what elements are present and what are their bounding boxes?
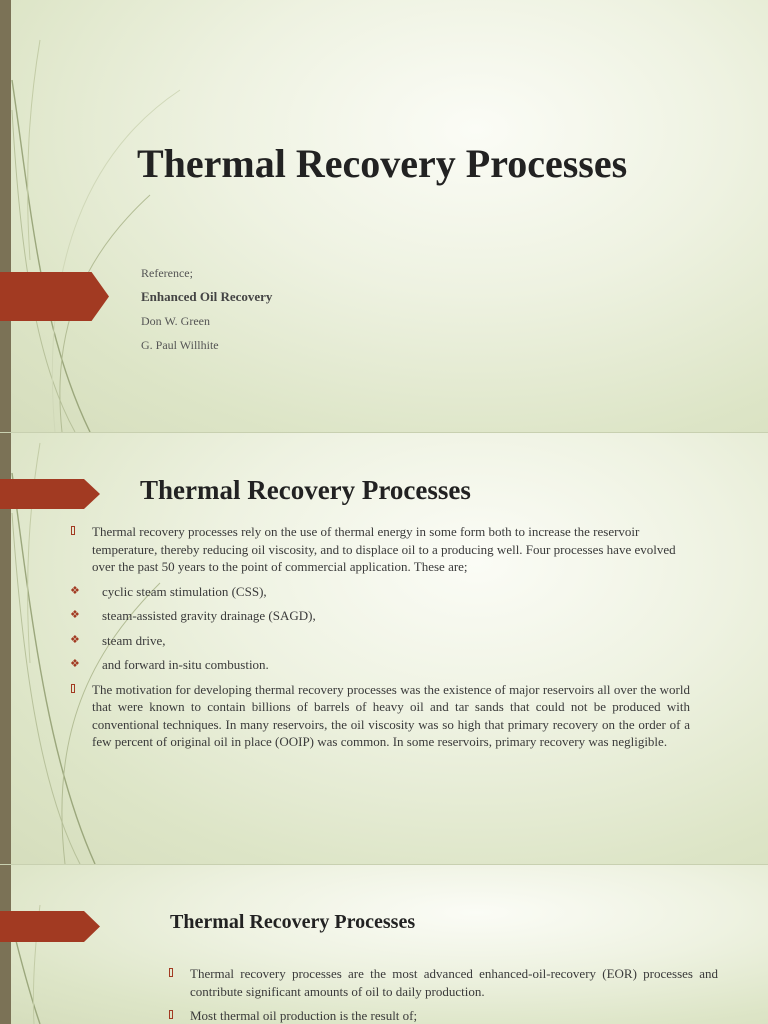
diamond-cluster-bullet-icon: ❖ — [70, 658, 80, 670]
reference-block — [141, 265, 272, 361]
diamond-cluster-bullet-icon: ❖ — [70, 584, 80, 597]
bullet-text: Most thermal oil production is the result of; — [190, 1008, 418, 1023]
bullet-item — [168, 1007, 718, 1024]
box-bullet-icon — [169, 1010, 173, 1019]
slide-body — [70, 523, 690, 758]
sub-bullet-item — [70, 607, 690, 625]
bullet-item — [70, 681, 690, 751]
process-name: and forward in-situ combustion. — [102, 657, 269, 672]
sub-bullet-item — [70, 632, 690, 650]
bullet-text: Thermal recovery processes are the most advanced enhanced-oil-recovery (EOR) processes and contribute significant amounts of oil to daily production. — [190, 966, 718, 999]
diamond-cluster-bullet-icon: ❖ — [70, 633, 80, 646]
author-name: G. Paul Willhite — [141, 338, 219, 352]
section-chevron-arrow-icon — [0, 911, 100, 942]
process-name: steam-assisted gravity drainage (SAGD), — [102, 608, 316, 623]
bullet-text: Thermal recovery processes rely on the use of thermal energy in some form both to increase the reservoir temperature, thereby reducing oil viscosity, and to displace oil to a producing well. Four processes have evolved over the past 50 years to the point of commercial application. These are; — [92, 524, 676, 574]
process-name: cyclic steam stimulation (CSS), — [102, 583, 267, 599]
author-name: Don W. Green — [141, 314, 210, 328]
section-chevron-arrow-icon — [0, 272, 109, 321]
book-title: Enhanced Oil Recovery — [141, 289, 273, 304]
section-chevron-arrow-icon — [0, 479, 100, 509]
sub-bullet-item — [70, 656, 690, 674]
slide-title: Thermal Recovery Processes — [137, 141, 628, 186]
box-bullet-icon — [71, 684, 75, 693]
sub-bullet-item — [70, 583, 690, 601]
process-name: steam drive, — [102, 632, 166, 648]
diamond-cluster-bullet-icon: ❖ — [70, 609, 80, 621]
slide-title: Thermal Recovery Processes — [170, 911, 416, 933]
slide-2 — [0, 433, 768, 864]
slide-1 — [0, 0, 768, 432]
decorative-swoosh-lines — [0, 0, 200, 432]
bullet-item — [70, 523, 690, 576]
slide-body — [168, 965, 718, 1024]
slide-3 — [0, 865, 768, 1024]
reference-label: Reference; — [141, 266, 193, 280]
slide-title: Thermal Recovery Processes — [140, 475, 471, 505]
box-bullet-icon — [71, 526, 75, 535]
box-bullet-icon — [169, 968, 173, 977]
bullet-text: The motivation for developing thermal recovery processes was the existence of major reservoirs all over the world that were known to contain billions of barrels of heavy oil and tar sands that could not be produced with conventional techniques. In many reservoirs, the oil viscosity was so high that primary recovery on the order of a few percent of original oil in place (OOIP) was common. In some reservoirs, primary recovery was negligible. — [92, 681, 690, 749]
bullet-item — [168, 965, 718, 1000]
